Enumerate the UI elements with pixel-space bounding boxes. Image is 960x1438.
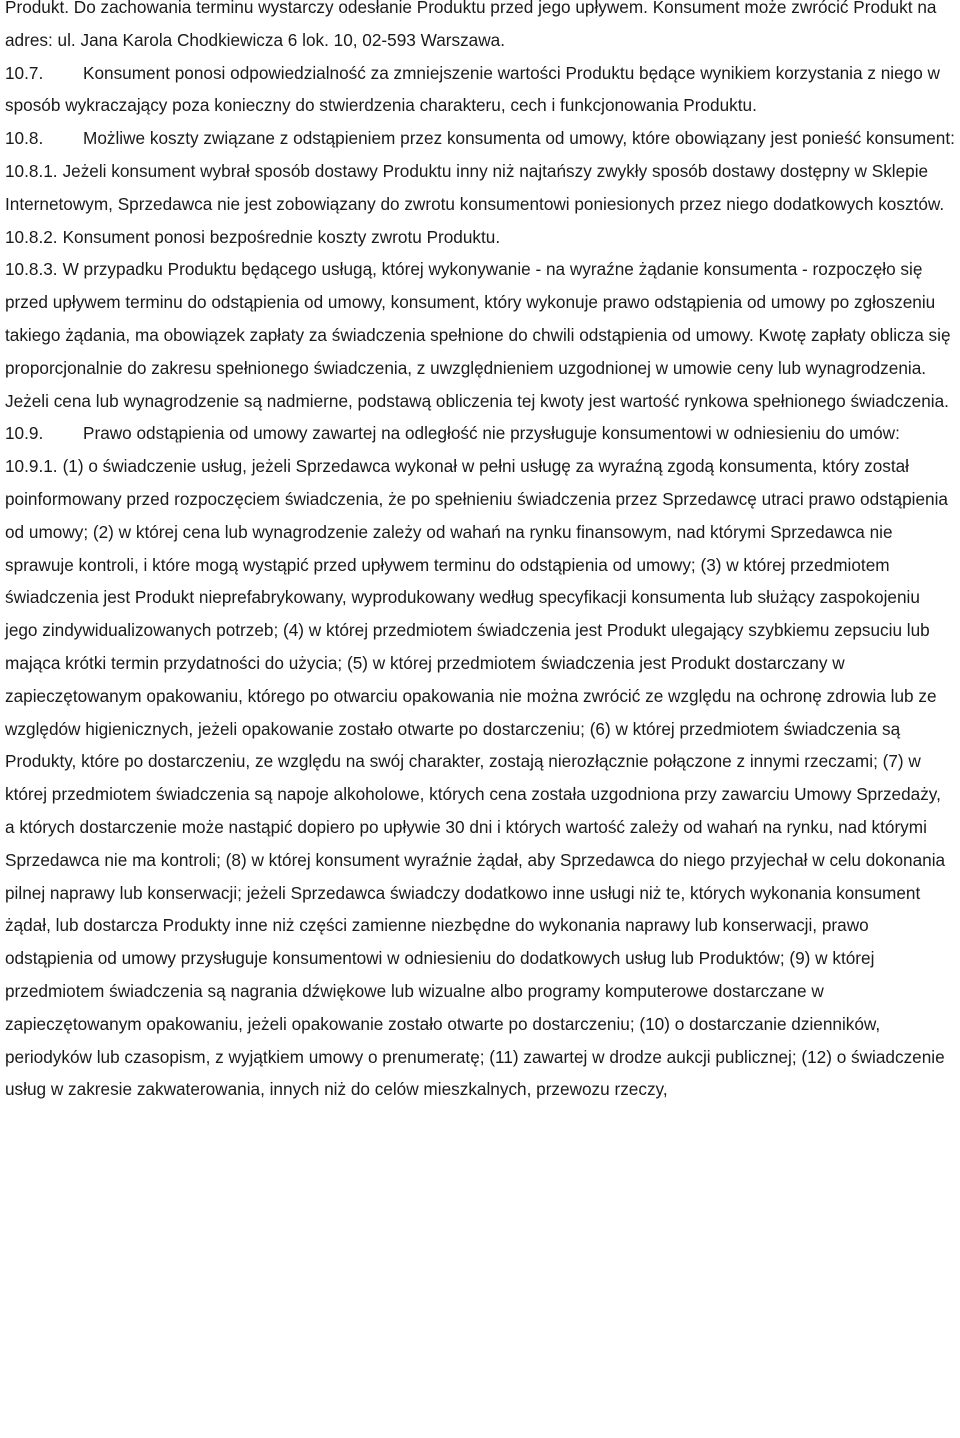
section-number: 10.8. bbox=[5, 128, 44, 149]
paragraph-text: Jeżeli konsument wybrał sposób dostawy Produktu inny niż najtańszy zwykły sposób dostawy dostępny w Sklepie Internetowym, Sprzedawca nie jest zobowiązany do zwrotu konsumentowi poniesionych przez niego dodatkowych kosztów. bbox=[5, 160, 945, 214]
section-number: 10.8.1. bbox=[5, 160, 58, 181]
paragraph-10-9 bbox=[5, 417, 955, 450]
paragraph-10-8 bbox=[5, 122, 955, 155]
paragraph-text: Prawo odstąpienia od umowy zawartej na odległość nie przysługuje konsumentowi w odniesieniu do umów: bbox=[83, 423, 900, 444]
paragraph-text: W przypadku Produktu będącego usługą, której wykonywanie - na wyraźne żądanie konsumenta - rozpoczęło się przed upływem terminu do odstąpienia od umowy, konsument, który wykonuje prawo odstąpienia od umowy po zgłoszeniu takiego żądania, ma obowiązek zapłaty za świadczenia spełnione do chwili odstąpienia od umowy. Kwotę zapłaty oblicza się proporcjonalnie do zakresu spełnionego świadczenia, z uwzględnieniem uzgodnionej w umowie ceny lub wynagrodzenia. Jeżeli cena lub wynagrodzenie są nadmierne, podstawą obliczenia tej kwoty jest wartość rynkowa spełnionego świadczenia. bbox=[5, 259, 951, 411]
section-number: 10.7. bbox=[5, 62, 44, 83]
paragraph-10-7 bbox=[5, 57, 955, 123]
paragraph-text: Produkt. Do zachowania terminu wystarczy odesłanie Produktu przed jego upływem. Konsument może zwrócić Produkt na adres: ul. Jana Karola Chodkiewicza 6 lok. 10, 02-593 Warszawa. bbox=[5, 0, 937, 50]
paragraph-text: Konsument ponosi odpowiedzialność za zmniejszenie wartości Produktu będące wynikiem korzystania z niego w sposób wykraczający poza konieczny do stwierdzenia charakteru, cech i funkcjonowania Produktu. bbox=[5, 62, 940, 116]
paragraph-10-6-continuation bbox=[5, 0, 955, 57]
paragraph-10-9-1 bbox=[5, 450, 955, 1106]
section-number: 10.8.2. bbox=[5, 226, 58, 247]
section-number: 10.9.1. bbox=[5, 456, 58, 477]
section-number: 10.8.3. bbox=[5, 259, 58, 280]
paragraph-10-8-1 bbox=[5, 155, 955, 221]
regulations-text bbox=[5, 0, 955, 1106]
section-number: 10.9. bbox=[5, 423, 44, 444]
paragraph-10-8-3 bbox=[5, 253, 955, 417]
paragraph-text: Możliwe koszty związane z odstąpieniem przez konsumenta od umowy, które obowiązany jest ponieść konsument: bbox=[83, 128, 955, 149]
paragraph-10-8-2 bbox=[5, 221, 955, 254]
paragraph-text: Konsument ponosi bezpośrednie koszty zwrotu Produktu. bbox=[62, 226, 501, 247]
paragraph-text: (1) o świadczenie usług, jeżeli Sprzedawca wykonał w pełni usługę za wyraźną zgodą konsumenta, który został poinformowany przed rozpoczęciem świadczenia, że po spełnieniu świadczenia przez Sprzedawcę utraci prawo odstąpienia od umowy; (2) w której cena lub wynagrodzenie zależy od wahań na rynku finansowym, nad którymi Sprzedawca nie sprawuje kontroli, i które mogą wystąpić przed upływem terminu do odstąpienia od umowy; (3) w której przedmiotem świadczenia jest Produkt nieprefabrykowany, wyprodukowany według specyfikacji konsumenta lub służący zaspokojeniu jego zindywidualizowanych potrzeb; (4) w której przedmiotem świadczenia jest Produkt ulegający szybkiemu zepsuciu lub mająca krótki termin przydatności do użycia; (5) w której przedmiotem świadczenia jest Produkt dostarczany w zapieczętowanym opakowaniu, którego po otwarciu opakowania nie można zwrócić ze względu na ochronę zdrowia lub ze względów higienicznych, jeżeli opakowanie zostało otwarte po dostarczeniu; (6) w której przedmiotem świadczenia są Produkty, które po dostarczeniu, ze względu na swój charakter, zostają nierozłącznie połączone z innymi rzeczami; (7) w której przedmiotem świadczenia są napoje alkoholowe, których cena została uzgodniona przy zawarciu Umowy Sprzedaży, a których dostarczenie może nastąpić dopiero po upływie 30 dni i których wartość zależy od wahań na rynku, nad którymi Sprzedawca nie ma kontroli; (8) w której konsument wyraźnie żądał, aby Sprzedawca do niego przyjechał w celu dokonania pilnej naprawy lub konserwacji; jeżeli Sprzedawca świadczy dodatkowo inne usługi niż te, których wykonania konsument żądał, lub dostarcza Produkty inne niż części zamienne niezbędne do wykonania naprawy lub konserwacji, prawo odstąpienia od umowy przysługuje konsumentowi w odniesieniu do dodatkowych usług lub Produktów; (9) w której przedmiotem świadczenia są nagrania dźwiękowe lub wizualne albo programy komputerowe dostarczane w zapieczętowanym opakowaniu, jeżeli opakowanie zostało otwarte po dostarczeniu; (10) o dostarczanie dzienników, periodyków lub czasopism, z wyjątkiem umowy o prenumeratę; (11) zawartej w drodze aukcji publicznej; (12) o świadczenie usług w zakresie zakwaterowania, innych niż do celów mieszkalnych, przewozu rzeczy, bbox=[5, 456, 948, 1100]
